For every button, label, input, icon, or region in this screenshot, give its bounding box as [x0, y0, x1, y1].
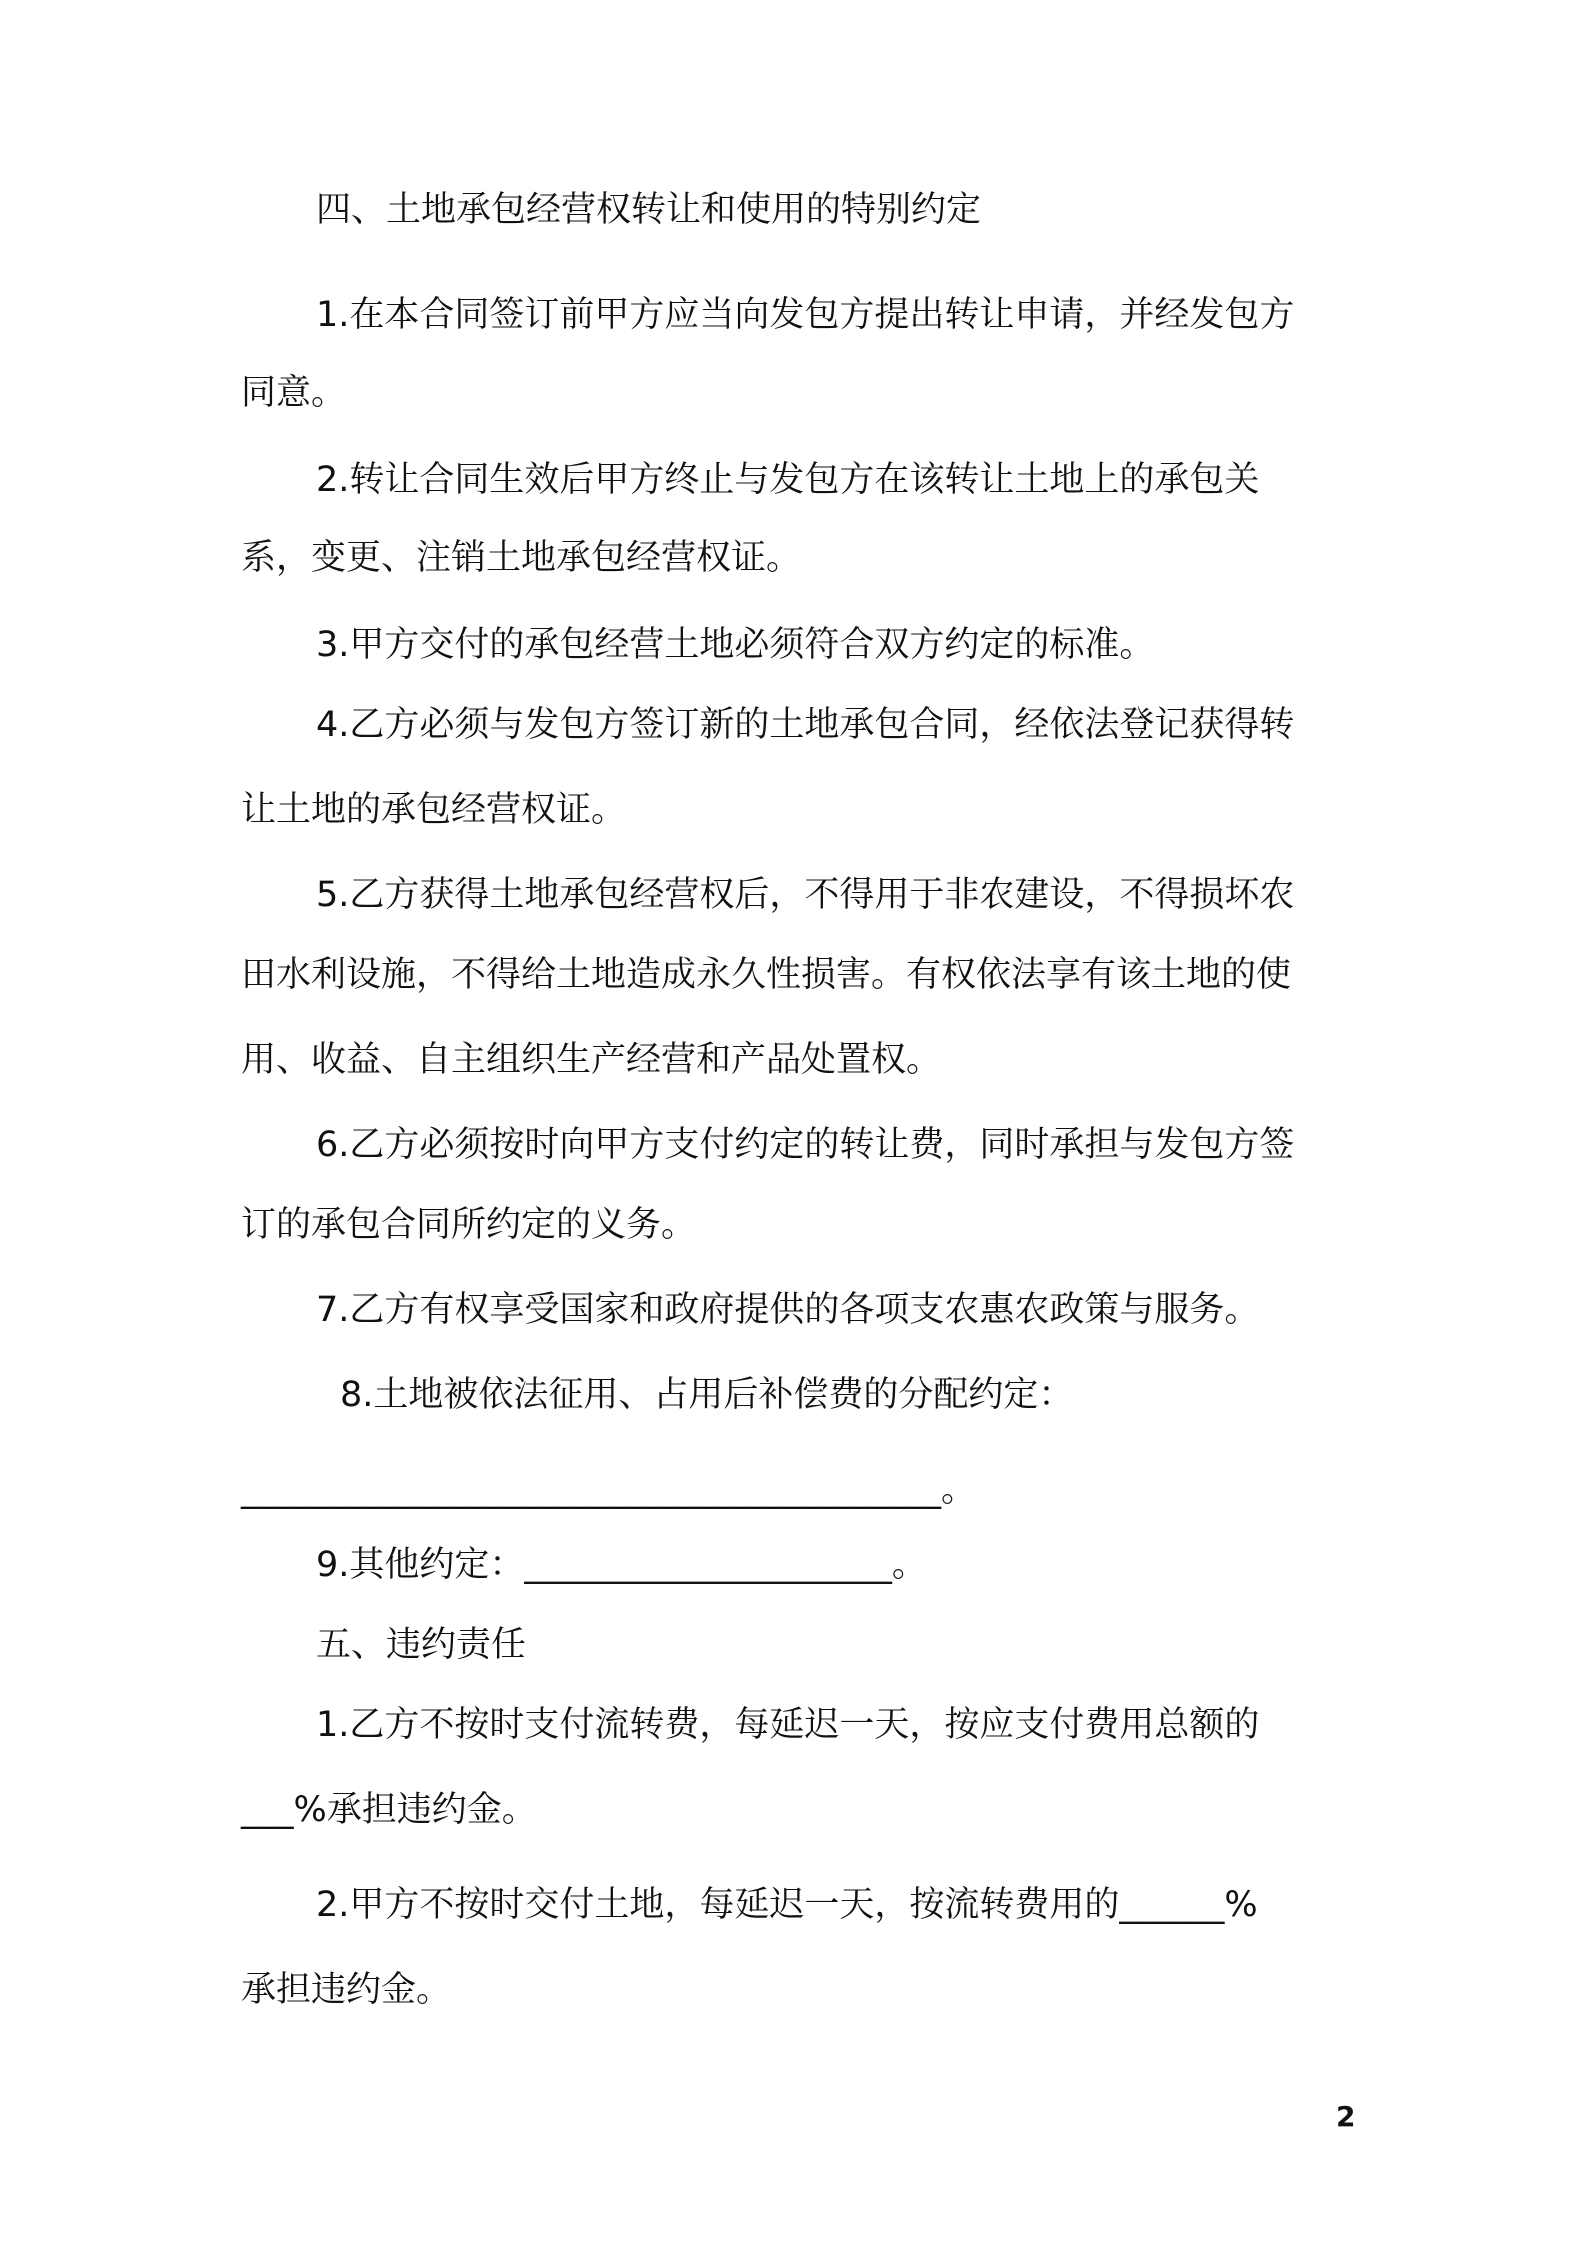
spaced-paragraph-line — [340, 1370, 1340, 1420]
section-heading: 四、土地承包经营权转让和使用的特别约定 — [316, 190, 982, 230]
spaced-text: 8.土地被依法征用、占用后补偿费的分配约定： — [340, 1375, 1074, 1415]
fill-blank-line: ________________________________________。 — [241, 1470, 977, 1510]
paragraph-line: 同意。 — [241, 373, 347, 413]
paragraph-line: 4.乙方必须与发包方签订新的土地承包合同，经依法登记获得转 — [316, 705, 1295, 745]
paragraph-line: 订的承包合同所约定的义务。 — [241, 1205, 697, 1245]
paragraph-line: 7.乙方有权享受国家和政府提供的各项支农惠农政策与服务。 — [316, 1290, 1260, 1330]
paragraph-line: 1.在本合同签订前甲方应当向发包方提出转让申请，并经发包方 — [316, 295, 1295, 335]
paragraph-line: 6.乙方必须按时向甲方支付约定的转让费，同时承担与发包方签 — [316, 1125, 1295, 1165]
page-number: 2 — [1336, 2100, 1356, 2133]
section-heading: 五、违约责任 — [316, 1625, 527, 1665]
paragraph-line: 让土地的承包经营权证。 — [241, 790, 627, 830]
paragraph-line: 3.甲方交付的承包经营土地必须符合双方约定的标准。 — [316, 625, 1155, 665]
paragraph-line: 田水利设施，不得给土地造成永久性损害。有权依法享有该土地的使 — [241, 955, 1292, 995]
paragraph-line: 系，变更、注销土地承包经营权证。 — [241, 538, 802, 578]
paragraph-line: 承担违约金。 — [241, 1970, 452, 2010]
paragraph-line: 9.其他约定：_____________________。 — [316, 1545, 927, 1585]
paragraph-line: 2.转让合同生效后甲方终止与发包方在该转让土地上的承包关 — [316, 460, 1260, 500]
paragraph-line: 2.甲方不按时交付土地，每延迟一天，按流转费用的______% — [316, 1885, 1258, 1925]
paragraph-line: 5.乙方获得土地承包经营权后，不得用于非农建设，不得损坏农 — [316, 875, 1295, 915]
paragraph-line: 1.乙方不按时支付流转费，每延迟一天，按应支付费用总额的 — [316, 1705, 1260, 1745]
paragraph-line: 用、收益、自主组织生产经营和产品处置权。 — [241, 1040, 942, 1080]
paragraph-line: ___%承担违约金。 — [241, 1790, 537, 1830]
